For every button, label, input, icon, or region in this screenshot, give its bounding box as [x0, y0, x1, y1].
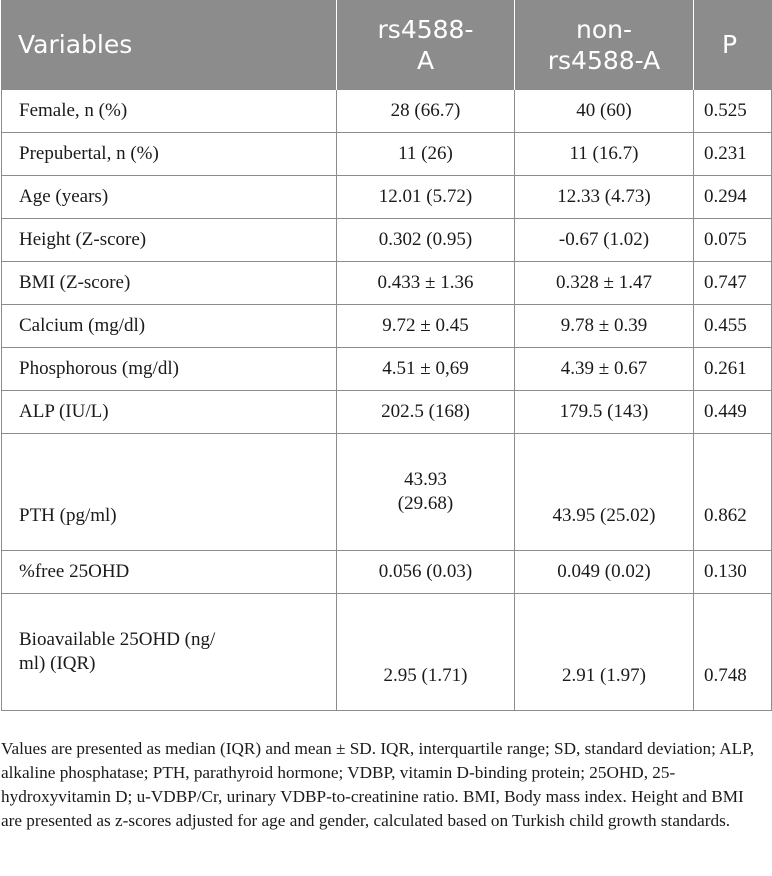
- cell-variable: %free 25OHD: [2, 551, 337, 594]
- cell-variable: Age (years): [2, 176, 337, 219]
- cell-variable-line1: Bioavailable 25OHD (ng/: [19, 629, 216, 650]
- table-row: [2, 434, 772, 551]
- cell-variable-line2: ml) (IQR): [19, 653, 96, 674]
- cell-rs4588-a: 28 (66.7): [337, 90, 515, 133]
- cell-non-rs4588-a: 4.39 ± 0.67: [515, 348, 694, 391]
- cell-non-rs4588-a: 9.78 ± 0.39: [515, 305, 694, 348]
- header-rs4588-a-line1: rs4588-: [377, 14, 474, 44]
- cell-p: 0.231: [694, 133, 772, 176]
- table-row: [2, 219, 772, 262]
- cell-variable: Phosphorous (mg/dl): [2, 348, 337, 391]
- cell-non-rs4588-a: 0.328 ± 1.47: [515, 262, 694, 305]
- header-row: [2, 0, 772, 90]
- header-p: P: [694, 0, 772, 90]
- cell-non-rs4588-a: 11 (16.7): [515, 133, 694, 176]
- cell-rs4588-a: 11 (26): [337, 133, 515, 176]
- cell-variable: Female, n (%): [2, 90, 337, 133]
- cell-p: 0.747: [694, 262, 772, 305]
- header-rs4588-a: [337, 0, 515, 90]
- cell-variable: Calcium (mg/dl): [2, 305, 337, 348]
- cell-variable: Prepubertal, n (%): [2, 133, 337, 176]
- cell-rs4588-a: 0.433 ± 1.36: [337, 262, 515, 305]
- cell-non-rs4588-a: 40 (60): [515, 90, 694, 133]
- table-row: [2, 391, 772, 434]
- cell-non-rs4588-a: 43.95 (25.02): [515, 434, 694, 551]
- cell-p: 0.748: [694, 594, 772, 711]
- header-non-rs4588-a-line1: non-: [575, 14, 632, 44]
- table-row: [2, 262, 772, 305]
- table-row: [2, 348, 772, 391]
- table-row: [2, 176, 772, 219]
- header-non-rs4588-a: [515, 0, 694, 90]
- cell-rs4588-a: [337, 434, 515, 551]
- cell-non-rs4588-a: 0.049 (0.02): [515, 551, 694, 594]
- cell-variable: [2, 594, 337, 711]
- cell-p: 0.525: [694, 90, 772, 133]
- cell-non-rs4588-a: 12.33 (4.73): [515, 176, 694, 219]
- cell-p: 0.261: [694, 348, 772, 391]
- cell-p: 0.130: [694, 551, 772, 594]
- cell-rs4588-a: 2.95 (1.71): [337, 594, 515, 711]
- table-row: [2, 133, 772, 176]
- cell-rs4588-a: 202.5 (168): [337, 391, 515, 434]
- cell-rs4588-a: 0.302 (0.95): [337, 219, 515, 262]
- cell-rs4588-a: 0.056 (0.03): [337, 551, 515, 594]
- data-table: [1, 0, 772, 711]
- header-variables: Variables: [2, 0, 337, 90]
- cell-variable: Height (Z-score): [2, 219, 337, 262]
- cell-p: 0.294: [694, 176, 772, 219]
- cell-variable: ALP (IU/L): [2, 391, 337, 434]
- cell-rs4588-a: 12.01 (5.72): [337, 176, 515, 219]
- cell-rs4588-a-line2: (29.68): [397, 493, 454, 514]
- table-row: [2, 551, 772, 594]
- cell-rs4588-a-line1: 43.93: [404, 469, 447, 490]
- table-row: [2, 305, 772, 348]
- cell-rs4588-a: 4.51 ± 0,69: [337, 348, 515, 391]
- cell-p: 0.455: [694, 305, 772, 348]
- table-row: [2, 594, 772, 711]
- table-footnote: Values are presented as median (IQR) and mean ± SD. IQR, interquartile range; SD, standard deviation; ALP, alkaline phosphatase; PTH, parathyroid hormone; VDBP, vitamin D-binding protein; 25OHD, 25-hydroxyvitamin D; u-VDBP/Cr, urinary VDBP-to-creatinine ratio. BMI, Body mass index. Height and BMI are presented as z-scores adjusted for age and gender, calculated based on Turkish child growth standards.: [1, 739, 755, 830]
- cell-variable: PTH (pg/ml): [2, 434, 337, 551]
- cell-p: 0.862: [694, 434, 772, 551]
- header-rs4588-a-line2: A: [416, 45, 435, 75]
- header-non-rs4588-a-line2: rs4588-A: [547, 45, 661, 75]
- cell-p: 0.075: [694, 219, 772, 262]
- cell-p: 0.449: [694, 391, 772, 434]
- cell-rs4588-a: 9.72 ± 0.45: [337, 305, 515, 348]
- cell-variable: BMI (Z-score): [2, 262, 337, 305]
- cell-non-rs4588-a: 2.91 (1.97): [515, 594, 694, 711]
- cell-non-rs4588-a: 179.5 (143): [515, 391, 694, 434]
- cell-non-rs4588-a: -0.67 (1.02): [515, 219, 694, 262]
- table-row: [2, 90, 772, 133]
